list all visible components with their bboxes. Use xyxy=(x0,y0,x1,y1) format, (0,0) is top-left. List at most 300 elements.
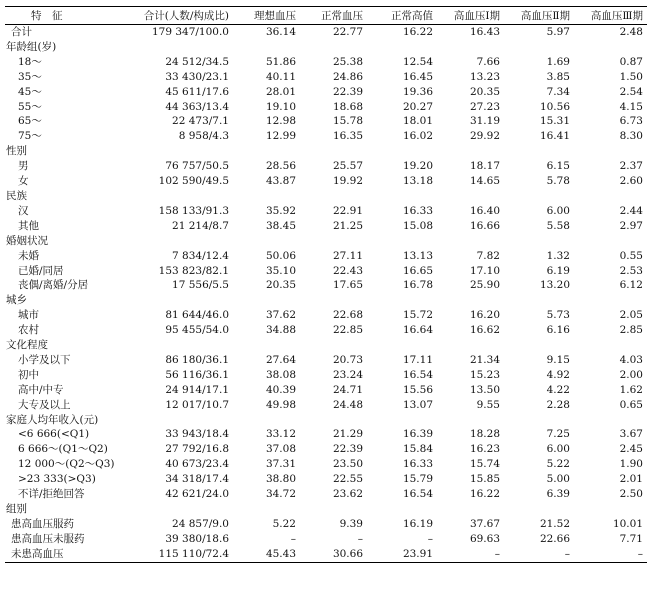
table-cell: 1.90 xyxy=(619,458,643,471)
table-cell: 2.45 xyxy=(619,443,643,456)
table-cell: 2.60 xyxy=(619,175,643,188)
table-cell xyxy=(300,234,367,249)
table-cell: 31.19 xyxy=(469,115,500,128)
table-cell: 13.07 xyxy=(402,398,433,411)
table-cell: 2.48 xyxy=(619,26,643,38)
table-cell: 25.90 xyxy=(469,279,500,292)
table-cell: 12 017/10.7 xyxy=(165,398,229,411)
table-row xyxy=(5,323,647,338)
table-cell: 18.68 xyxy=(332,100,363,113)
table-cell: – xyxy=(427,532,433,545)
table-cell: 19.10 xyxy=(265,100,296,113)
row-label: 12 000～(Q2～Q3) xyxy=(18,458,115,471)
table-cell xyxy=(574,189,647,204)
table-cell: 16.20 xyxy=(469,309,500,322)
table-cell: 23.91 xyxy=(367,547,437,562)
table-cell: 21.25 xyxy=(332,219,363,232)
table-row xyxy=(5,457,647,472)
row-label: 汉 xyxy=(18,204,29,217)
table-row xyxy=(5,427,647,442)
table-row xyxy=(5,249,647,264)
row-label: 65～ xyxy=(18,115,42,128)
row-label: <6 666(<Q1) xyxy=(18,428,90,441)
table-cell xyxy=(233,234,300,249)
table-cell: 36.14 xyxy=(265,26,296,38)
table-cell: 15.74 xyxy=(469,458,500,471)
table-cell: 6.73 xyxy=(619,115,643,128)
table-cell: 15.84 xyxy=(402,443,433,456)
header-stage-2: 高血压Ⅱ期 xyxy=(504,7,574,25)
table-cell: 13.50 xyxy=(469,383,500,396)
table-cell: 16.66 xyxy=(469,219,500,232)
table-cell: 7 834/12.4 xyxy=(172,249,229,262)
table-cell: 24.71 xyxy=(332,383,363,396)
table-cell: 5.97 xyxy=(546,26,570,38)
table-cell xyxy=(125,144,233,159)
table-cell: 5.78 xyxy=(546,175,570,188)
row-label: 年龄组(岁) xyxy=(6,40,57,53)
table-cell xyxy=(574,293,647,308)
table-cell: 4.92 xyxy=(546,368,570,381)
table-cell xyxy=(504,413,574,428)
table-cell: 10.01 xyxy=(612,517,643,530)
row-label: 男 xyxy=(18,160,29,173)
table-cell: – xyxy=(437,547,504,562)
table-cell xyxy=(233,338,300,353)
table-row xyxy=(5,517,647,532)
table-row xyxy=(5,55,647,70)
table-cell: 18.01 xyxy=(402,115,433,128)
table-cell: 6.12 xyxy=(619,279,643,292)
row-label: 45～ xyxy=(18,85,42,98)
table-cell xyxy=(574,234,647,249)
table-cell: 19.92 xyxy=(332,175,363,188)
table-cell: 37.31 xyxy=(265,458,296,471)
table-cell: 33 430/23.1 xyxy=(165,70,229,83)
table-cell: 24 512/34.5 xyxy=(165,55,229,68)
table-cell xyxy=(437,40,504,55)
table-cell: 16.33 xyxy=(402,458,433,471)
table-cell: 1.50 xyxy=(619,70,643,83)
table-cell: 4.03 xyxy=(619,353,643,366)
table-cell: 24.86 xyxy=(332,70,363,83)
table-cell: 38.08 xyxy=(265,368,296,381)
header-normal-bp: 正常血压 xyxy=(300,7,367,25)
table-cell: 35.92 xyxy=(265,204,296,217)
table-cell: 12.99 xyxy=(265,130,296,143)
table-cell: – xyxy=(504,547,574,562)
table-cell: 13.13 xyxy=(402,249,433,262)
row-label: 未患高血压 xyxy=(5,547,125,562)
table-row xyxy=(5,70,647,85)
table-cell: 22.77 xyxy=(332,26,363,38)
table-cell: 5.22 xyxy=(546,458,570,471)
table-cell: 16.54 xyxy=(402,488,433,501)
table-cell xyxy=(504,189,574,204)
table-row xyxy=(5,278,647,293)
table-cell: 2.53 xyxy=(619,264,643,277)
table-cell xyxy=(125,189,233,204)
row-label: 患高血压未服药 xyxy=(11,532,85,545)
table-cell: 16.22 xyxy=(402,26,433,38)
table-cell: 39 380/18.6 xyxy=(165,532,229,545)
table-cell: 22.91 xyxy=(332,204,363,217)
row-label: 合计 xyxy=(11,26,32,38)
table-cell: 1.62 xyxy=(619,383,643,396)
header-total: 合计(人数/构成比) xyxy=(125,7,233,25)
table-row xyxy=(5,159,647,174)
table-cell: 18.28 xyxy=(469,428,500,441)
table-cell: 20.35 xyxy=(265,279,296,292)
table-cell xyxy=(233,413,300,428)
table-cell: 16.19 xyxy=(402,517,433,530)
table-cell: 179 347/100.0 xyxy=(151,26,229,38)
table-cell: 40.39 xyxy=(265,383,296,396)
table-cell: 1.32 xyxy=(546,249,570,262)
table-cell: 14.65 xyxy=(469,175,500,188)
table-cell: 15.31 xyxy=(539,115,570,128)
table-cell: 15.08 xyxy=(402,219,433,232)
table-cell: 37.67 xyxy=(469,517,500,530)
table-cell: 22 473/7.1 xyxy=(172,115,229,128)
group-header-row xyxy=(5,144,647,159)
table-cell: 8.30 xyxy=(619,130,643,143)
header-ideal-bp: 理想血压 xyxy=(233,7,300,25)
table-cell: 22.39 xyxy=(332,443,363,456)
table-cell xyxy=(367,338,437,353)
table-cell xyxy=(437,189,504,204)
table-cell: 16.65 xyxy=(402,264,433,277)
table-cell xyxy=(233,40,300,55)
row-label: 55～ xyxy=(18,100,42,113)
table-cell xyxy=(367,413,437,428)
table-cell: 86 180/36.1 xyxy=(165,353,229,366)
table-cell: 7.82 xyxy=(476,249,500,262)
table-cell: 34.72 xyxy=(265,488,296,501)
table-cell: 0.65 xyxy=(619,398,643,411)
row-label: 组别 xyxy=(6,503,27,515)
table-cell xyxy=(504,144,574,159)
table-cell: 95 455/54.0 xyxy=(165,324,229,337)
row-label: 女 xyxy=(18,175,29,188)
table-cell xyxy=(504,502,574,517)
table-row xyxy=(5,368,647,383)
table-cell xyxy=(125,40,233,55)
table-cell: 2.50 xyxy=(619,488,643,501)
table-cell: 69.63 xyxy=(469,532,500,545)
table-cell: 16.54 xyxy=(402,368,433,381)
table-cell xyxy=(367,234,437,249)
row-label: 患高血压服药 xyxy=(11,517,74,530)
row-label: 75～ xyxy=(18,130,42,143)
table-cell: 10.56 xyxy=(539,100,570,113)
row-label: 民族 xyxy=(6,189,27,202)
table-cell: 9.55 xyxy=(476,398,500,411)
table-cell: 20.27 xyxy=(402,100,433,113)
header-characteristic: 特 征 xyxy=(5,7,125,25)
table-cell xyxy=(504,338,574,353)
table-cell: 153 823/82.1 xyxy=(158,264,229,277)
table-cell: 5.00 xyxy=(546,473,570,486)
table-cell: 2.00 xyxy=(619,368,643,381)
table-cell: 28.56 xyxy=(265,160,296,173)
table-cell: 7.66 xyxy=(476,55,500,68)
table-cell: 17.11 xyxy=(402,353,433,366)
table-cell: 7.71 xyxy=(619,532,643,545)
table-cell: 13.23 xyxy=(469,70,500,83)
table-cell: 17.65 xyxy=(332,279,363,292)
table-cell: – xyxy=(290,532,296,545)
row-label: 6 666～(Q1～Q2) xyxy=(18,443,108,456)
table-cell: 23.62 xyxy=(332,488,363,501)
table-cell: 19.36 xyxy=(402,85,433,98)
table-cell xyxy=(367,502,437,517)
table-cell: 34 318/17.4 xyxy=(165,473,229,486)
table-cell: 2.97 xyxy=(619,219,643,232)
group-header-row xyxy=(5,234,647,249)
table-cell: 21.52 xyxy=(539,517,570,530)
table-cell: 2.44 xyxy=(619,204,643,217)
table-cell xyxy=(233,144,300,159)
table-cell: 13.18 xyxy=(402,175,433,188)
table-cell: 16.02 xyxy=(402,130,433,143)
table-cell: 27.64 xyxy=(265,353,296,366)
table-cell: 16.45 xyxy=(402,70,433,83)
table-cell: 27.11 xyxy=(332,249,363,262)
table-row xyxy=(5,353,647,368)
table-cell: 16.35 xyxy=(332,130,363,143)
table-cell: 33.12 xyxy=(265,428,296,441)
table-cell: 45.43 xyxy=(233,547,300,562)
table-cell: 6.19 xyxy=(546,264,570,277)
table-row xyxy=(5,114,647,129)
table-cell: 16.62 xyxy=(469,324,500,337)
table-cell: 7.25 xyxy=(546,428,570,441)
table-row xyxy=(5,487,647,502)
table-cell: 9.39 xyxy=(339,517,363,530)
table-cell: 15.78 xyxy=(332,115,363,128)
table-row xyxy=(5,204,647,219)
table-cell xyxy=(233,293,300,308)
table-cell: 4.22 xyxy=(546,383,570,396)
table-cell: 5.73 xyxy=(546,309,570,322)
table-row xyxy=(5,308,647,323)
table-cell: 16.64 xyxy=(402,324,433,337)
table-cell: 12.54 xyxy=(402,55,433,68)
table-cell: 2.05 xyxy=(619,309,643,322)
table-cell: 22.39 xyxy=(332,85,363,98)
table-cell: 16.22 xyxy=(469,488,500,501)
table-cell: 0.87 xyxy=(619,55,643,68)
table-cell: 37.08 xyxy=(265,443,296,456)
table-cell xyxy=(125,502,233,517)
table-cell: 23.24 xyxy=(332,368,363,381)
table-row xyxy=(5,547,647,562)
table-cell: 6.00 xyxy=(546,204,570,217)
table-cell: 28.01 xyxy=(265,85,296,98)
table-row xyxy=(5,100,647,115)
table-cell: 24.48 xyxy=(332,398,363,411)
table-row xyxy=(5,25,647,40)
table-cell: 50.06 xyxy=(265,249,296,262)
table-cell xyxy=(574,40,647,55)
table-cell: 15.56 xyxy=(402,383,433,396)
table-cell: 22.85 xyxy=(332,324,363,337)
table-cell xyxy=(367,144,437,159)
table-body xyxy=(5,25,647,563)
table-cell: 24 914/17.1 xyxy=(165,383,229,396)
table-cell: 3.67 xyxy=(619,428,643,441)
table-cell: 2.54 xyxy=(619,85,643,98)
row-label: 初中 xyxy=(18,368,39,381)
table-row xyxy=(5,472,647,487)
row-label: 已婚/同居 xyxy=(18,264,64,277)
table-cell: 7.34 xyxy=(546,85,570,98)
table-cell: 13.20 xyxy=(539,279,570,292)
table-cell: 27 792/16.8 xyxy=(165,443,229,456)
table-cell: 44 363/13.4 xyxy=(165,100,229,113)
table-cell xyxy=(300,189,367,204)
table-cell: 102 590/49.5 xyxy=(158,175,229,188)
group-header-row xyxy=(5,502,647,517)
table-cell xyxy=(437,413,504,428)
table-cell: 6.16 xyxy=(546,324,570,337)
table-cell: 15.85 xyxy=(469,473,500,486)
statistics-table xyxy=(5,6,647,563)
table-cell: 56 116/36.1 xyxy=(165,368,229,381)
table-cell: 49.98 xyxy=(265,398,296,411)
table-row xyxy=(5,398,647,413)
table-cell xyxy=(125,234,233,249)
table-cell: 20.73 xyxy=(332,353,363,366)
table-cell xyxy=(367,293,437,308)
row-label: 性别 xyxy=(6,145,27,158)
table-cell: 6.00 xyxy=(546,443,570,456)
table-row xyxy=(5,383,647,398)
table-cell xyxy=(367,40,437,55)
table-cell: 33 943/18.4 xyxy=(165,428,229,441)
table-cell: 19.20 xyxy=(402,160,433,173)
table-row xyxy=(5,532,647,547)
table-cell: 81 644/46.0 xyxy=(165,309,229,322)
row-label: 大专及以上 xyxy=(18,398,71,411)
table-cell: 15.23 xyxy=(469,368,500,381)
table-cell: 9.15 xyxy=(546,353,570,366)
table-cell xyxy=(300,502,367,517)
table-cell: 1.69 xyxy=(546,55,570,68)
table-cell: 6.39 xyxy=(546,488,570,501)
table-cell xyxy=(574,502,647,517)
table-cell: 22.43 xyxy=(332,264,363,277)
row-label: 高中/中专 xyxy=(18,383,64,396)
row-label: 城市 xyxy=(18,309,39,322)
row-label: 城乡 xyxy=(6,294,27,307)
table-cell xyxy=(367,189,437,204)
row-label: 18～ xyxy=(18,55,42,68)
table-cell: 24 857/9.0 xyxy=(172,517,229,530)
table-cell xyxy=(437,234,504,249)
table-cell: 16.33 xyxy=(402,204,433,217)
table-cell: 25.57 xyxy=(332,160,363,173)
table-cell: 5.58 xyxy=(546,219,570,232)
table-cell: 37.62 xyxy=(265,309,296,322)
table-cell: 2.01 xyxy=(619,473,643,486)
table-cell: 25.38 xyxy=(332,55,363,68)
table-cell xyxy=(574,413,647,428)
header-high-normal: 正常高值 xyxy=(367,7,437,25)
table-cell: 16.41 xyxy=(539,130,570,143)
row-label: 其他 xyxy=(18,219,39,232)
table-cell xyxy=(125,413,233,428)
table-cell: 115 110/72.4 xyxy=(125,547,233,562)
group-header-row xyxy=(5,189,647,204)
table-cell: 158 133/91.3 xyxy=(158,204,229,217)
group-header-row xyxy=(5,293,647,308)
table-cell: 0.55 xyxy=(619,249,643,262)
table-cell: 22.68 xyxy=(332,309,363,322)
group-header-row xyxy=(5,338,647,353)
table-cell: 40.11 xyxy=(265,70,296,83)
table-cell xyxy=(125,293,233,308)
table-cell: 16.40 xyxy=(469,204,500,217)
group-header-row xyxy=(5,40,647,55)
table-cell: 2.37 xyxy=(619,160,643,173)
table-cell: 38.45 xyxy=(265,219,296,232)
table-cell xyxy=(437,293,504,308)
table-row xyxy=(5,442,647,457)
table-cell: 3.85 xyxy=(546,70,570,83)
table-cell: 5.22 xyxy=(272,517,296,530)
table-row xyxy=(5,219,647,234)
table-cell: 16.43 xyxy=(469,26,500,38)
table-cell xyxy=(125,338,233,353)
table-cell: 15.79 xyxy=(402,473,433,486)
table-cell xyxy=(233,189,300,204)
header-row xyxy=(5,7,647,25)
table-cell: 42 621/24.0 xyxy=(165,488,229,501)
table-cell: – xyxy=(574,547,647,562)
row-label: 家庭人均年收入(元) xyxy=(6,413,99,426)
table-cell: 21.29 xyxy=(332,428,363,441)
row-label: 丧偶/离婚/分居 xyxy=(18,279,89,292)
table-cell xyxy=(300,338,367,353)
table-cell xyxy=(437,502,504,517)
table-cell: – xyxy=(357,532,363,545)
table-cell: 76 757/50.5 xyxy=(165,160,229,173)
table-cell xyxy=(504,40,574,55)
table-cell: 40 673/23.4 xyxy=(165,458,229,471)
table-cell: 2.85 xyxy=(619,324,643,337)
table-cell xyxy=(574,338,647,353)
header-stage-3: 高血压Ⅲ期 xyxy=(574,7,647,25)
table-cell: 38.80 xyxy=(265,473,296,486)
row-label: 文化程度 xyxy=(6,339,48,352)
table-cell: 20.35 xyxy=(469,85,500,98)
table-cell xyxy=(300,144,367,159)
table-cell: 12.98 xyxy=(265,115,296,128)
table-cell: 34.88 xyxy=(265,324,296,337)
table-cell: 17.10 xyxy=(469,264,500,277)
header-stage-1: 高血压Ⅰ期 xyxy=(437,7,504,25)
table-cell: 16.78 xyxy=(402,279,433,292)
table-cell: 45 611/17.6 xyxy=(165,85,229,98)
row-label: 未婚 xyxy=(18,249,39,262)
table-cell: 21 214/8.7 xyxy=(172,219,229,232)
table-cell: 21.34 xyxy=(469,353,500,366)
table-cell xyxy=(437,338,504,353)
table-cell xyxy=(504,293,574,308)
table-cell: 16.23 xyxy=(469,443,500,456)
